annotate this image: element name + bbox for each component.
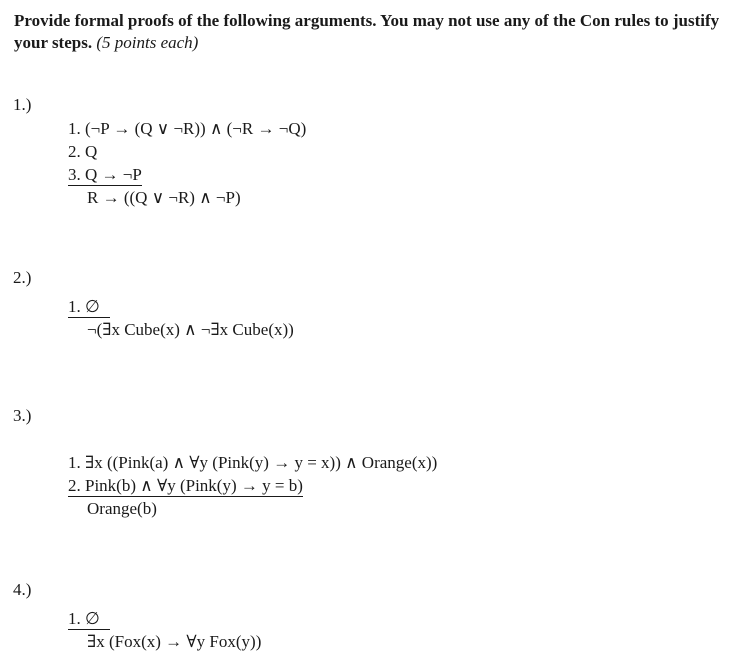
- premise-empty: 1. ∅: [68, 608, 110, 630]
- problem-2-label: 2.): [13, 268, 32, 287]
- premise-1: 1. ∃x ((Pink(a) ∧ ∀y (Pink(y) → y = x)) ∧ Orange(x)): [68, 453, 438, 472]
- conclusion: ∃x (Fox(x) → ∀y Fox(y)): [87, 632, 262, 651]
- premise-2: 2. Q: [68, 142, 98, 161]
- instructions-text: Provide formal proofs of the following arguments. You may not use any of the Con rules to justify your steps.: [14, 11, 720, 52]
- problem-2-proof: [68, 295, 294, 341]
- problem-3-proof: [68, 451, 437, 520]
- conclusion: ¬(∃x Cube(x) ∧ ¬∃x Cube(x)): [87, 320, 294, 339]
- conclusion: R → ((Q ∨ ¬R) ∧ ¬P): [87, 188, 241, 207]
- instructions: [14, 10, 730, 54]
- premise-2: 2. Pink(b) ∧ ∀y (Pink(y) → y = b): [68, 476, 303, 495]
- problem-3-label: 3.): [13, 406, 32, 425]
- conclusion: Orange(b): [87, 499, 157, 518]
- points-note: (5 points each): [96, 33, 199, 52]
- problem-1-label: 1.): [13, 95, 32, 114]
- problem-4-proof: [68, 607, 261, 653]
- premise-3: 3. Q → ¬P: [68, 165, 142, 184]
- premise-1: 1. (¬P → (Q ∨ ¬R)) ∧ (¬R → ¬Q): [68, 119, 307, 138]
- problem-1-proof: [68, 117, 306, 209]
- problem-4-label: 4.): [13, 580, 32, 599]
- premise-empty: 1. ∅: [68, 296, 110, 318]
